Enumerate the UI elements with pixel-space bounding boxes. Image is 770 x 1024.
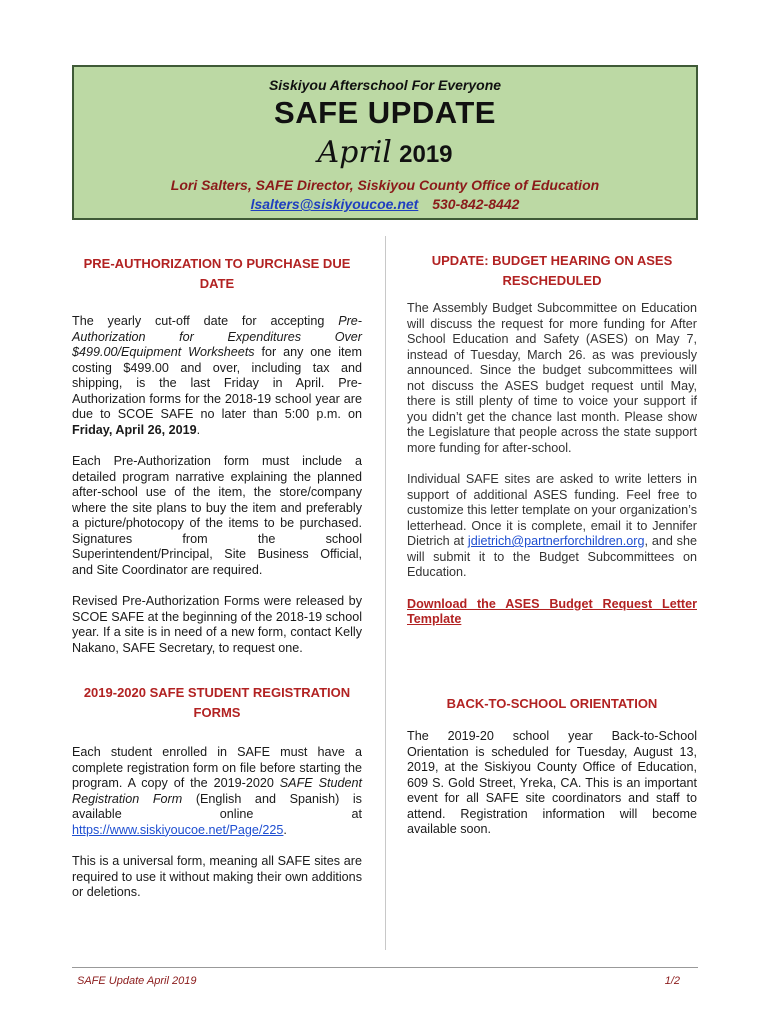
registration-p1-end: . <box>283 822 287 837</box>
newsletter-banner <box>72 65 698 220</box>
orientation-paragraph: The 2019-20 school year Back-to-School Orientation is scheduled for Tuesday, August 13, 2019, at the Siskiyou County Office of Education, 609 S. Gold Street, Yreka, CA. This is an important event for all SAFE site coordinators and staff to attend. Registration information will become available soon. <box>407 729 697 836</box>
section-budget-hearing <box>407 251 697 628</box>
registration-p1-text-2: (English and Spanish) is available online at <box>72 791 362 821</box>
director-email-link[interactable]: lsalters@siskiyoucoe.net <box>250 196 419 212</box>
preauth-p1-end: . <box>196 422 201 437</box>
preauth-paragraph-3: Revised Pre-Authorization Forms were released by SCOE SAFE at the beginning of the 2018-19 school year. If a site is in need of a new form, contact Kelly Nakano, SAFE Secretary, to request one. <box>72 594 362 655</box>
registration-form-link[interactable]: https://www.siskiyoucoe.net/Page/225 <box>72 822 284 837</box>
page-number: 1/2 <box>664 975 680 987</box>
budget-p2-text-2: , and she will submit it to the Budget Subcommittees on Education. <box>407 534 697 579</box>
preauth-heading: PRE-AUTHORIZATION TO PURCHASE DUE DATE <box>83 256 351 291</box>
preauth-p1-text-2: for any one item costing $499.00 and over, including tax and shipping, is the last Friday in April. Pre-Authorization forms for the 2018-19 school year are due to SCOE SAFE no later than 5:00 p.m. on <box>72 345 362 421</box>
banner-title: SAFE UPDATE <box>274 95 496 130</box>
preauth-paragraph-1 <box>72 314 362 438</box>
footer-title: SAFE Update April 2019 <box>77 975 197 987</box>
banner-subtitle: Siskiyou Afterschool For Everyone <box>268 77 502 93</box>
budget-paragraph-1: The Assembly Budget Subcommittee on Education will discuss the request for more funding for After School Education and Safety (ASES) on May 7, instead of Tuesday, March 26. as was previously announced. Since the budget subcommittees will not discuss the ASES budget request until May, there is still plenty of time to voice your support if you didn’t get the chance last month. Please show the Legislature that people across the state support more funding for after-school. <box>407 301 697 455</box>
preauth-paragraph-2: Each Pre-Authorization form must include a detailed program narrative explaining the planned after-school use of the item, the store/company where the site plans to buy the item and preferably a picture/photocopy of the items to be purchased. Signatures from the school Superintendent/Principal, Site Business Official, and Site Coordinator are required. <box>72 454 362 577</box>
budget-p2-text: Individual SAFE sites are asked to write letters in support of additional ASES funding. Feel free to customize this letter template on your organization’s letterhead. Once it is complete, email it to Jennifer Dietrich at <box>407 472 697 548</box>
footer-divider <box>72 967 698 968</box>
budget-paragraph-2 <box>407 472 697 581</box>
registration-heading: 2019-2020 SAFE STUDENT REGISTRATION FORMS <box>83 685 351 720</box>
preauth-due-date: Friday, April 26, 2019 <box>72 422 197 437</box>
download-letter-template-link[interactable]: Download the ASES Budget Request Letter Template <box>407 596 697 626</box>
banner-director-line: Lori Salters, SAFE Director, Siskiyou County Office of Education <box>170 177 600 193</box>
banner-contact <box>74 196 696 212</box>
registration-form-name: SAFE Student Registration Form <box>72 776 362 806</box>
jennifer-email-link[interactable]: jdietrich@partnerforchildren.org <box>467 534 645 548</box>
director-phone: 530-842-8442 <box>432 196 520 212</box>
budget-heading: UPDATE: BUDGET HEARING ON ASES RESCHEDULED <box>431 253 673 288</box>
section-preauthorization <box>72 254 362 656</box>
registration-paragraph-2: This is a universal form, meaning all SAFE sites are required to use it without making their own additions or deletions. <box>72 854 362 899</box>
banner-date <box>74 135 696 170</box>
preauth-p1-form-name: Pre-Authorization for Expenditures Over $499.00/Equipment Worksheets <box>72 314 362 359</box>
banner-month: April <box>317 135 392 170</box>
orientation-heading: BACK-TO-SCHOOL ORIENTATION <box>446 696 658 711</box>
section-registration <box>72 683 362 901</box>
column-divider <box>385 236 386 950</box>
preauth-p1-text: The yearly cut-off date for accepting <box>72 314 339 328</box>
banner-year: 2019 <box>399 141 453 168</box>
registration-paragraph-1 <box>72 745 362 838</box>
section-orientation <box>407 694 697 838</box>
registration-p1-text: Each student enrolled in SAFE must have a complete registration form on file before starting the program. A copy of the 2019-2020 <box>72 745 362 790</box>
